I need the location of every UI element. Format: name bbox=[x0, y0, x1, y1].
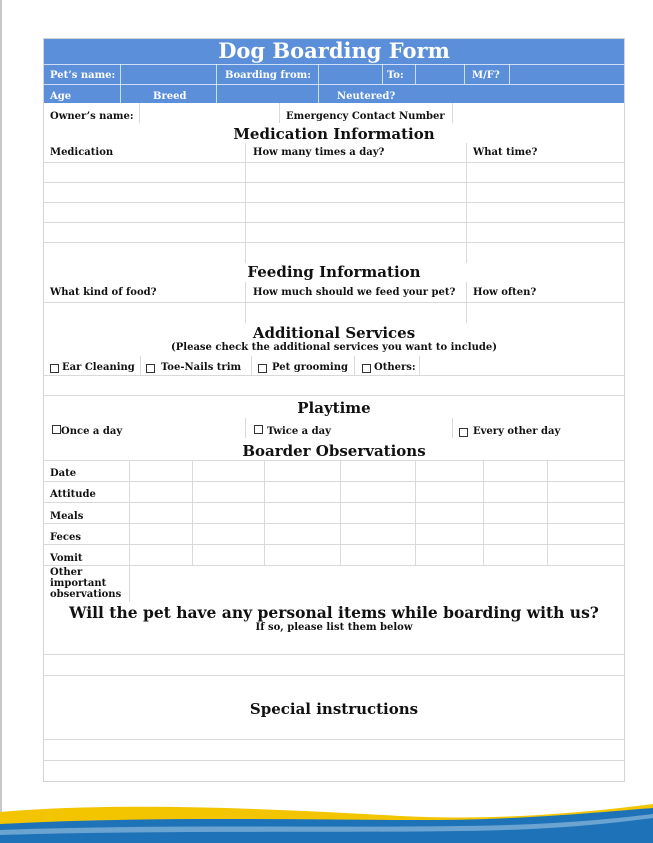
age-label: Age bbox=[50, 91, 72, 102]
pet-grooming-checkbox[interactable] bbox=[258, 364, 267, 373]
owner-cell-line bbox=[452, 103, 453, 123]
food-amount-col-label: How much should we feed your pet? bbox=[253, 287, 456, 298]
toe-nails-trim-checkbox[interactable] bbox=[146, 364, 155, 373]
special-instructions-title: Special instructions bbox=[249, 700, 419, 718]
observations-col-line bbox=[415, 460, 416, 565]
twice-a-day-label: Twice a day bbox=[267, 426, 331, 437]
personal-items-line bbox=[43, 675, 625, 676]
ear-cleaning-checkbox[interactable] bbox=[50, 364, 59, 373]
others-checkbox[interactable] bbox=[362, 364, 371, 373]
pet-grooming-label: Pet grooming bbox=[272, 362, 348, 373]
medication-col-label: Medication bbox=[50, 147, 114, 158]
services-row-line bbox=[43, 375, 625, 376]
to-label: To: bbox=[387, 70, 404, 81]
emergency-contact-label: Emergency Contact Number bbox=[286, 111, 445, 122]
observations-col-line bbox=[192, 460, 193, 565]
what-time-col-label: What time? bbox=[473, 147, 538, 158]
services-cell-line bbox=[140, 356, 141, 376]
additional-services-subtitle: (Please check the additional services you want to include) bbox=[171, 342, 497, 353]
feces-row-label: Feces bbox=[50, 532, 81, 543]
observations-title: Boarder Observations bbox=[242, 442, 426, 460]
pets-name-label: Pet’s name: bbox=[50, 70, 116, 81]
breed-label: Breed bbox=[153, 91, 187, 102]
owners-name-label: Owner’s name: bbox=[50, 111, 134, 122]
services-cell-line bbox=[251, 356, 252, 376]
every-other-day-checkbox[interactable] bbox=[459, 428, 468, 437]
observations-row-line bbox=[43, 565, 625, 566]
boarding-from-label: Boarding from: bbox=[225, 70, 311, 81]
others-label: Others: bbox=[374, 362, 416, 373]
personal-items-subtitle: If so, please list them below bbox=[255, 622, 413, 633]
playtime-cell-line bbox=[245, 418, 246, 438]
medication-col-line bbox=[245, 143, 246, 263]
services-row-line bbox=[43, 395, 625, 396]
once-a-day-label: Once a day bbox=[61, 426, 123, 437]
observations-row-line bbox=[43, 481, 625, 482]
once-a-day-checkbox[interactable] bbox=[52, 425, 61, 434]
observations-col-line bbox=[340, 460, 341, 565]
services-cell-line bbox=[419, 356, 420, 376]
observations-col-line bbox=[129, 460, 130, 602]
times-per-day-col-label: How many times a day? bbox=[253, 147, 385, 158]
observations-row-line bbox=[43, 502, 625, 503]
medication-col-line bbox=[466, 143, 467, 263]
playtime-title: Playtime bbox=[297, 399, 371, 417]
other-observations-line: Other bbox=[50, 567, 83, 578]
services-cell-line bbox=[354, 356, 355, 376]
medication-title: Medication Information bbox=[233, 125, 435, 143]
playtime-cell-line bbox=[452, 418, 453, 438]
personal-items-line bbox=[43, 654, 625, 655]
observations-col-line bbox=[264, 460, 265, 565]
form-title: Dog Boarding Form bbox=[218, 38, 450, 63]
personal-items-title: Will the pet have any personal items while boarding with us? bbox=[69, 603, 599, 622]
observations-col-line bbox=[547, 460, 548, 565]
attitude-row-label: Attitude bbox=[50, 489, 96, 500]
toe-nails-trim-label: Toe-Nails trim bbox=[161, 362, 242, 373]
vomit-row-label: Vomit bbox=[50, 553, 83, 564]
date-row-label: Date bbox=[50, 468, 77, 479]
ear-cleaning-label: Ear Cleaning bbox=[62, 362, 135, 373]
medication-row-line bbox=[43, 242, 625, 243]
medication-row-line bbox=[43, 222, 625, 223]
owner-cell-line bbox=[279, 103, 280, 123]
other-observations-label bbox=[50, 567, 121, 600]
food-kind-col-label: What kind of food? bbox=[50, 287, 157, 298]
special-instructions-line bbox=[43, 739, 625, 740]
feeding-title: Feeding Information bbox=[247, 263, 421, 281]
feeding-row-line bbox=[43, 302, 625, 303]
observations-row-line bbox=[43, 523, 625, 524]
owner-cell-line bbox=[139, 103, 140, 123]
other-observations-line: observations bbox=[50, 589, 122, 600]
medication-row-line bbox=[43, 182, 625, 183]
other-observations-line: important bbox=[50, 578, 107, 589]
medication-row-line bbox=[43, 162, 625, 163]
every-other-day-label: Every other day bbox=[473, 426, 561, 437]
food-frequency-col-label: How often? bbox=[473, 287, 537, 298]
observations-row-line bbox=[43, 460, 625, 461]
meals-row-label: Meals bbox=[50, 511, 84, 522]
twice-a-day-checkbox[interactable] bbox=[254, 425, 263, 434]
additional-services-title: Additional Services bbox=[252, 324, 416, 342]
neutered-label: Neutered? bbox=[337, 91, 396, 102]
observations-row-line bbox=[43, 544, 625, 545]
special-instructions-line bbox=[43, 760, 625, 761]
bottom-wave-decoration bbox=[0, 790, 653, 843]
medication-row-line bbox=[43, 202, 625, 203]
sex-label: M/F? bbox=[472, 70, 500, 81]
page-left-edge bbox=[0, 0, 2, 843]
observations-col-line bbox=[483, 460, 484, 565]
